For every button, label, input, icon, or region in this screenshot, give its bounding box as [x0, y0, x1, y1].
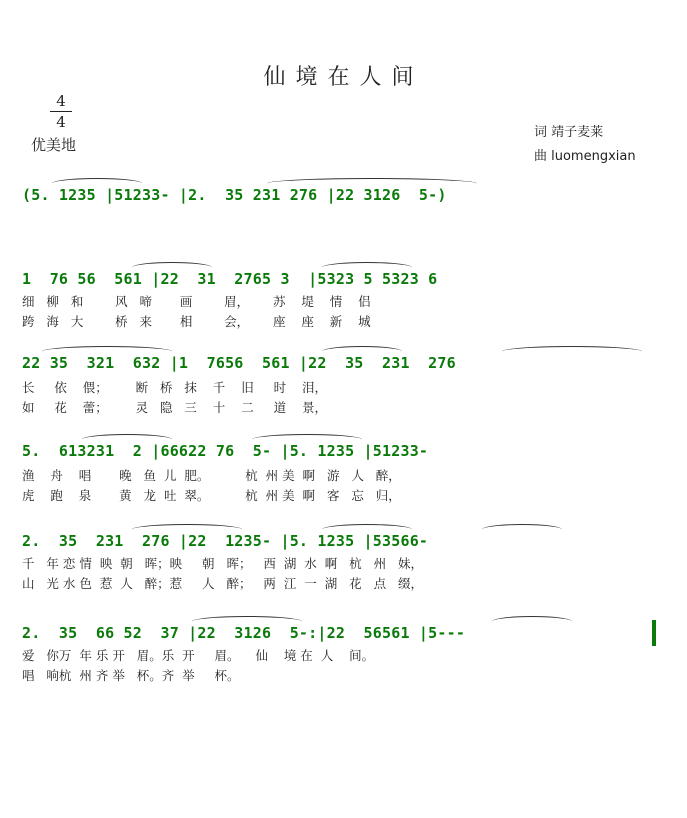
slur-mark: [252, 434, 362, 445]
notation-line: 1 76 56 561 |22 31 2765 3 |5323 5 5323 6: [22, 270, 438, 288]
notation-line: (5. 1235 |51233- |2. 35 231 276 |22 3126 5-): [22, 186, 447, 204]
lyric-line-2: 唱 响杭 州 齐 举 杯。齐 举 杯。: [22, 668, 240, 683]
slur-mark: [322, 262, 412, 273]
lyric-line-2: 山 光 水 色 惹 人 醉；惹 人 醉； 两 江 一 湖 花 点 缀，: [22, 576, 423, 591]
song-title: 仙境在人间: [263, 65, 424, 90]
slur-mark: [502, 346, 642, 357]
slur-mark: [82, 434, 172, 445]
time-signature: [50, 92, 72, 131]
slur-mark: [322, 524, 412, 535]
composer-credit: 曲 luomengxian: [534, 149, 636, 164]
notation-line: 2. 35 66 52 37 |22 3126 5-:|22 56561 |5---: [22, 624, 466, 642]
slur-mark: [322, 346, 402, 357]
lyric-line-2: 跨 海 大 桥 来 相 会， 座 座 新 城: [22, 314, 371, 329]
slur-mark: [192, 616, 302, 627]
lyric-line-2: 如 花 蕾； 灵 隐 三 十 二 道 景，: [22, 400, 327, 415]
time-signature-bottom: 4: [56, 113, 66, 131]
final-barline: [652, 620, 656, 646]
time-signature-line: [50, 111, 72, 112]
lyric-line-1: 爱 你万 年 乐 开 眉。乐 开 眉。 仙 境 在 人 间。: [22, 648, 375, 663]
slur-mark: [132, 262, 212, 273]
lyric-line-2: 虎 跑 泉 黄 龙 吐 翠。 杭 州 美 啊 客 忘 归，: [22, 488, 401, 503]
lyric-line-1: 细 柳 和 风 啼 画 眉， 苏 堤 情 侣: [22, 294, 371, 309]
slur-mark: [482, 524, 562, 535]
lyric-line-1: 千 年 恋 情 映 朝 晖；映 朝 晖； 西 湖 水 啊 杭 州 妹，: [22, 556, 423, 571]
lyricist-credit: 词 靖子麦莱: [534, 125, 604, 140]
slur-mark: [52, 178, 142, 189]
notation-line: 2. 35 231 276 |22 1235- |5. 1235 |53566-: [22, 532, 429, 550]
time-signature-top: 4: [56, 92, 66, 110]
notation-line: 5. 613231 2 |66622 76 5- |5. 1235 |51233-: [22, 442, 429, 460]
tempo-marking: 优美地: [31, 136, 77, 154]
lyric-line-1: 渔 舟 唱 晚 鱼 儿 肥。 杭 州 美 啊 游 人 醉，: [22, 468, 401, 483]
slur-mark: [492, 616, 572, 627]
slur-mark: [42, 346, 172, 357]
slur-mark: [267, 178, 477, 189]
slur-mark: [132, 524, 242, 535]
lyric-line-1: 长 依 偎； 断 桥 抹 千 旧 时 泪，: [22, 380, 327, 395]
notation-line: 22 35 321 632 |1 7656 561 |22 35 231 276: [22, 354, 456, 372]
